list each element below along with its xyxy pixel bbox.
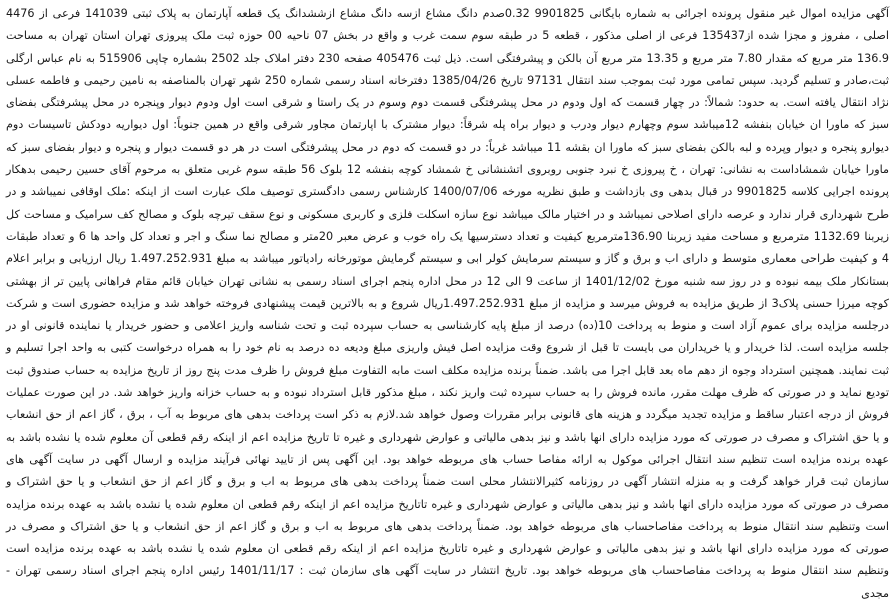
auction-notice-text: آگهی مزایده اموال غیر منقول پرونده اجرائی به شماره بایگانی 9901825 0.32صدم دانگ مشاع ازسه دانگ مشاع ازششدانگ یک قطعه آپارتمان به پلاک ثبتی 141039 فرعی از 4476 اصلی ، مفروز و مجزا شده از135437 فرعی از اصلی مذکور ، قطعه 5 در طبقه سوم سمت غرب و واقع در بخش 07 ناحیه 00 حوزه ثبت ملک پیروزی تهران استان تهران به مساحت 136.9 متر مربع که مقدار 7.80 متر مربع و 13.35 متر مربع آن بالکن و پیشرفتگی است. ذیل ثبت 405476 صفحه 230 دفتر املاک جلد 2502 بشماره چاپی 515906 به نام عباس ارگلی ثبت،صادر و تسلیم گردید. سپس تمامی مورد ثبت بموجب سند انتقال 97131 تاریخ 1385/04/26 دفترخانه اسناد رسمی شماره 250 شهر تهران بالمناصفه به نامین رحیمی و فاطمه عسلی نژاد انتقال یافته است. به حدود: شمالاً: در چهار قسمت که اول ودوم در محل پیشرفتگی قسمت دوم وسوم در یک راستا و شرقی است اول ودوم دیوار وپنجره در محل پیشرفتگی بفضای سبز که ماورا ان خیابان بنفشه 12میباشد سوم وچهارم دیوار ودرب و دیوار براه پله شرقاً: دیوار مشترک با اپارتمان مجاور شرقی واقع در همین جنوباً: اول دیواریه دودکش تاسیسات دوم دیوارو پنجره و دیوار وپرده و لبه بالکن بفضای سبز که ماورا ان بقشه 11 میباشد غرباً: در دو قسمت که دوم در محل پیشرفتگی است در هر دو قسمت دیوار و پنجره و دیوار بفضای سبز که ماورا خیابان شمشاداست به نشانی: تهران ، خ پیروزی خ نبرد جنوبی روبروی اتشنشانی خ شمشاد کوچه بنفشه 12 بلوک 56 طبقه سوم غربی متعلق به مرحوم آقای حسین رحیمی بدهکار پرونده اجرایی کلاسه 9901825 در قبال بدهی وی بازداشت و طبق نظریه مورخه 1400/07/06 کارشناس رسمی دادگستری توصیف ملک عبارت است از اینکه :ملک اوقافی نمیباشد و در طرح شهرداری قرار ندارد و عرصه دارای اصلاحی نمیباشد و در اختیار مالک میباشد نوع سازه اسکلت فلزی و کاربری مسکونی و نوع سقف تیرچه بلوک و مصالح کف سرامیک و مساحت کل زیربنا 1132.69 مترمربع و مساحت مفید زیربنا 136.90مترمربع کیفیت و تعداد دسترسیها یک راه خوب و عرض معبر 20متر و مصالح نما سنگ و اجر و تعداد کل واحد ها 6 و تعداد طبقات 4 و کیفیت طراحی معماری متوسط و دارای اب و برق و گاز و سیستم سرمایش کولر ابی و سیستم گرمایش موتورخانه رادیاتور میباشد به مبلغ 1.497.252.931 ریال ارزیابی و برابر اعلام بستانکار ملک بیمه نبوده و در روز سه شنبه مورخ 1401/12/02 از ساعت 9 الی 12 در محل اداره پنجم اجرای اسناد رسمی به نشانی تهران خیابان قائم مقام فراهانی پایین تر از بهشتی کوچه میرزا حسنی پلاک3 از طریق مزایده به فروش میرسد و مزایده از مبلغ 1.497.252.931ریال شروع و به بالاترین قیمت پیشنهادی فروخته خواهد شد و مزایده حضوری است و شرکت درجلسه مزایده برای عموم آزاد است و منوط به پرداخت 10(ده) درصد از مبلغ پایه کارشناسی به حساب سپرده ثبت و تحت شناسه واریز اعلامی و حضور خریدار یا نماینده قانونی او در جلسه مزایده است. لذا خریدار و یا خریداران می بایست تا قبل از شروع وقت مزایده اصل فیش واریزی مبلغ ودیعه ده درصد به نام خود را به همراه درخواست کتبی به واحد اجرا تسلیم و ثبت نمایند. همچنین استرداد وجوه از دهم ماه بعد قابل اجرا می باشد. ضمناً برنده مزایده مکلف است مابه التفاوت مبلغ فروش را ظرف مدت پنج روز از تاریخ مزایده به حساب صندوق ثبت تودیع نماید و در صورتی که ظرف مهلت مقرر، مانده فروش را به حساب سپرده ثبت واریز نکند ، مبلغ مذکور قابل استرداد نبوده و به حساب خزانه واریز خواهد شد. در این صورت عملیات فروش از درجه اعتبار ساقط و مزایده تجدید میگردد و هزینه های قانونی برابر مقررات وصول خواهد شد.لازم به ذکر است پرداخت بدهی های مربوط به آب ، برق ، گاز اعم از حق انشعاب و یا حق اشتراک و مصرف در صورتی که مورد مزایده دارای انها باشد و نیز بدهی مالیاتی و عوارض شهرداری و غیره تا تاریخ مزایده اعم از اینکه رقم قطعی آن معلوم شده یا نشده باشد به عهده برنده مزایده است تنظیم سند انتقال اجرائی موکول به ارائه مفاصا حساب های مربوطه خواهد بود. این آگهی پس از تایید نهائی فرآیند مزایده و ارسال آگهی در سایت آگهی های سازمان ثبت قرار خواهد گرفت و به منزله انتشار آگهی در روزنامه کثیرالانتشار محلی است ضمناً پرداخت بدهی های مربوط به اب و برق و گاز اعم از حق انشعاب و یا حق اشتراک و مصرف در صورتی که مورد مزایده دارای انها باشد و نیز بدهی مالیاتی و عوارض شهرداری و غیره تاتاریخ مزایده اعم از اینکه رقم قطعی ان معلوم شده یا نشده باشد به عهده برنده مزایده است وتنظیم سند انتقال منوط به پرداخت مفاصاحساب های مربوطه خواهد بود. ضمناً پرداخت بدهی های مربوط به اب و برق و گاز اعم از حق انشعاب و یا حق اشتراک و مصرف در صورتی که مورد مزایده دارای انها باشد و نیز بدهی مالیاتی و عوارض شهرداری و غیره تاتاریخ مزایده اعم از اینکه رقم قطعی ان معلوم شده یا نشده باشد به عهده برنده مزایده است وتنظیم سند انتقال منوط به پرداخت مفاصاحساب های مربوطه خواهد بود. تاریخ انتشار در سایت آگهی های سازمان ثبت : 1401/11/17 رئیس اداره پنجم اجرای اسناد رسمی تهران - مجدی [6, 7, 890, 600]
